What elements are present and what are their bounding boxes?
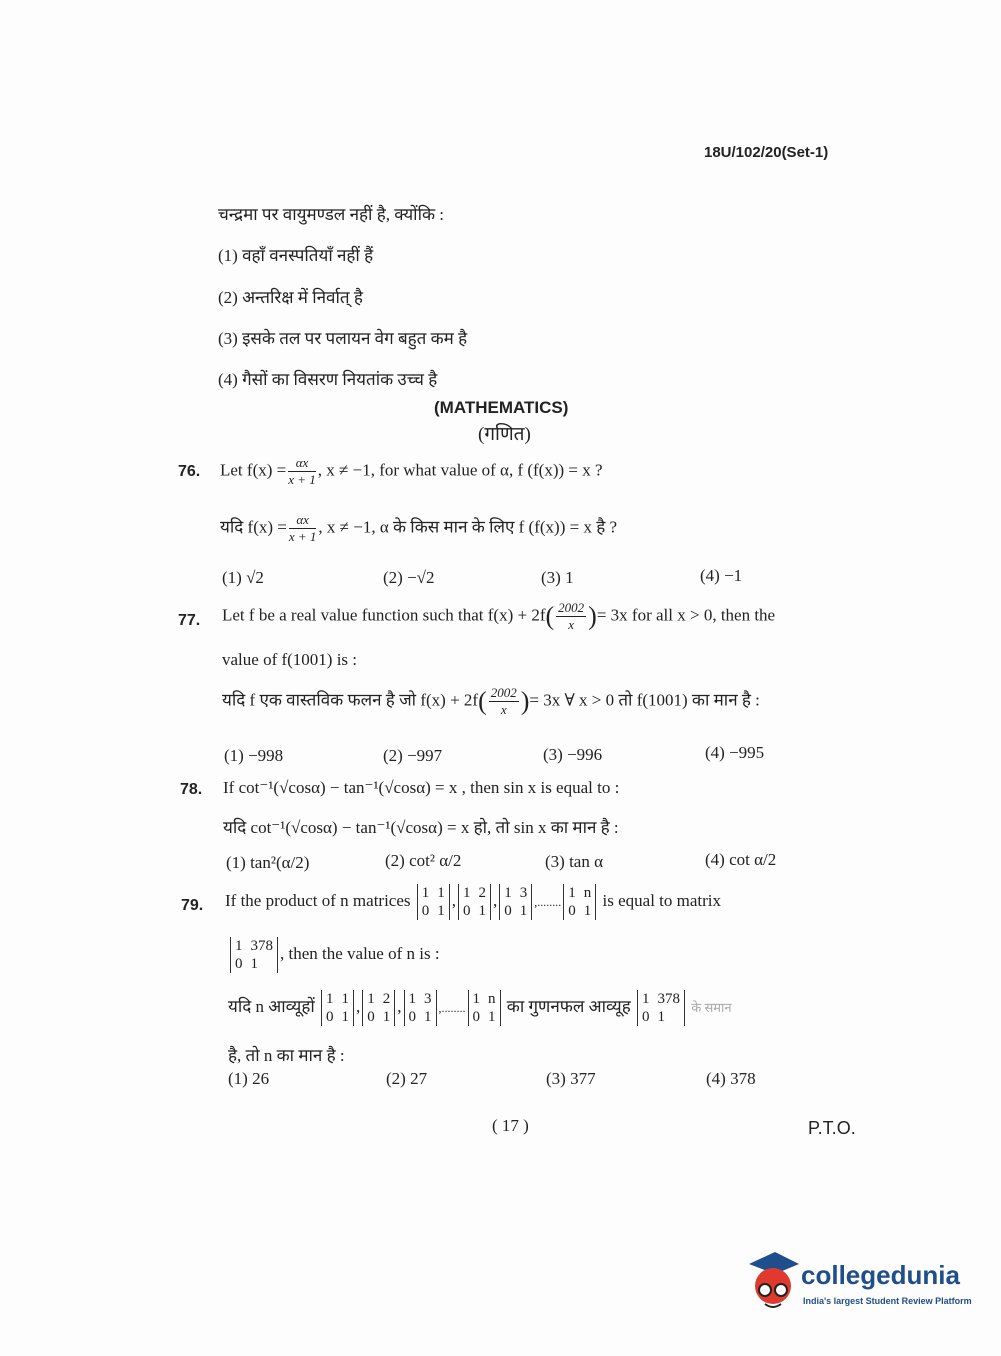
logo-tagline: India's largest Student Review Platform xyxy=(803,1296,972,1306)
question-77-en-cont: value of f(1001) is : xyxy=(222,650,358,669)
question-76-en xyxy=(220,455,603,488)
matrix-entry: 1 xyxy=(235,938,243,954)
matrix xyxy=(230,937,278,973)
option: (3) tan α xyxy=(545,852,603,871)
text: यदि n आव्यूहों xyxy=(228,996,315,1016)
matrix-entry: 1 xyxy=(424,1009,432,1025)
denominator: x xyxy=(500,702,507,717)
matrix-entry: 0 xyxy=(367,1009,375,1025)
denominator: x + 1 xyxy=(288,472,316,487)
text: If the product of n matrices xyxy=(225,890,411,910)
question-number: 77. xyxy=(178,612,201,629)
text: , then the value of n is : xyxy=(280,943,440,963)
matrix-entry: 0 xyxy=(408,1009,417,1025)
numerator: αx xyxy=(289,512,317,529)
question-76-hi xyxy=(220,512,617,545)
matrix-entry: 1 xyxy=(472,991,481,1007)
matrix-entry: n xyxy=(488,991,496,1007)
text: यदि f(x) = xyxy=(220,517,287,537)
logo-name: collegedunia xyxy=(801,1260,960,1290)
collegedunia-logo xyxy=(745,1250,972,1317)
question-79-hi-cont: है, तो n का मान है : xyxy=(228,1046,345,1065)
text: Let f(x) = xyxy=(220,460,287,480)
matrix-entry: 1 xyxy=(437,903,445,919)
matrix-entry: 1 xyxy=(519,903,528,919)
question-text: चन्द्रमा पर वायुमण्डल नहीं है, क्योंकि : xyxy=(218,205,445,224)
question-77-en: Let f be a real value function such that f(x) + 2f( $\frac{2002}{x}$ )= 3x for all x > 0, then the xyxy=(222,600,776,632)
numerator: 2002 xyxy=(558,600,585,615)
fraction xyxy=(489,685,519,718)
text: का गुणनफल आव्यूह xyxy=(506,996,631,1016)
numerator: αx xyxy=(288,455,316,472)
matrix-entry: 0 xyxy=(642,1009,650,1025)
matrix xyxy=(499,884,532,920)
matrix-entry: 1 xyxy=(250,956,258,972)
matrix-entry: 1 xyxy=(367,991,375,1007)
matrix xyxy=(417,884,450,920)
option: (2) 27 xyxy=(386,1069,428,1088)
section-title-hindi: (गणित) xyxy=(478,424,531,445)
option: (4) 378 xyxy=(706,1069,756,1088)
option: (4) cot α/2 xyxy=(705,850,777,869)
option: (4) −1 xyxy=(700,566,743,585)
pto-label: P.T.O. xyxy=(808,1118,856,1138)
matrix-entry: 0 xyxy=(421,903,430,919)
matrix-entry: 1 xyxy=(341,1009,350,1025)
fraction xyxy=(289,512,317,545)
matrix-entry: 378 xyxy=(250,938,273,954)
option: (2) cot² α/2 xyxy=(385,851,462,870)
question-78-hi: यदि cot⁻¹(√cosα) − tan⁻¹(√cosα) = x हो, तो sin x का मान है : xyxy=(223,818,619,837)
option: (2) −997 xyxy=(383,746,443,765)
question-79-en-cont xyxy=(228,937,440,973)
option: (1) वहाँ वनस्पतियाँ नहीं हैं xyxy=(218,246,374,265)
matrix-entry: 1 xyxy=(583,903,592,919)
text: = 3x ∀ x > 0 तो f(1001) का मान है : xyxy=(529,690,760,710)
matrix-entry: 2 xyxy=(478,885,487,901)
matrix-entry: 0 xyxy=(326,1009,334,1025)
matrix-entry: 3 xyxy=(519,885,528,901)
page-number: ( 17 ) xyxy=(492,1116,529,1135)
option: (1) 26 xyxy=(228,1069,270,1088)
section-title: (MATHEMATICS) xyxy=(434,398,569,417)
text: के समान xyxy=(691,999,732,1015)
matrix-entry: n xyxy=(583,885,592,901)
option: (1) √2 xyxy=(222,568,264,587)
matrix xyxy=(404,990,437,1026)
matrix-entry: 1 xyxy=(382,1009,391,1025)
question-78-en: If cot⁻¹(√cosα) − tan⁻¹(√cosα) = x , then sin x is equal to : xyxy=(223,778,620,797)
fraction xyxy=(556,600,586,633)
matrix-entry: 1 xyxy=(341,991,350,1007)
matrix-entry: 0 xyxy=(235,956,243,972)
matrix-entry: 1 xyxy=(504,885,512,901)
matrix-entry: 1 xyxy=(463,885,471,901)
text: = 3x for all x > 0, then the xyxy=(596,605,776,625)
text: is equal to matrix xyxy=(602,890,722,910)
matrix-entry: 0 xyxy=(472,1009,481,1025)
numerator: 2002 xyxy=(490,685,517,700)
matrix-entry: 2 xyxy=(382,991,391,1007)
matrix-entry: 1 xyxy=(437,885,445,901)
question-79-hi: यदि n आव्यूहों 1 1 0 1 , 1 2 0 1 , 1 3 0 1 ,........ 1 n 0 1 का गुणनफल आव्यूह 1 378 0 1 के समान xyxy=(228,991,732,1025)
matrix-entry: 1 xyxy=(421,885,430,901)
option: (3) इसके तल पर पलायन वेग बहुत कम है xyxy=(218,329,468,348)
matrix-entry: 1 xyxy=(408,991,417,1007)
option: (2) अन्तरिक्ष में निर्वात् है xyxy=(218,288,363,307)
matrix-entry: 1 xyxy=(326,991,334,1007)
option: (4) गैसों का विसरण नियतांक उच्च है xyxy=(218,370,438,389)
matrix-entry: 0 xyxy=(504,903,512,919)
matrix-entry: 0 xyxy=(463,903,471,919)
text: यदि f एक वास्तविक फलन है जो f(x) + 2f xyxy=(222,690,479,710)
matrix xyxy=(563,884,596,920)
matrix-entry: 3 xyxy=(424,991,432,1007)
matrix-entry: 0 xyxy=(568,903,576,919)
text: , x ≠ −1, α के किस मान के लिए f (f(x)) = x है ? xyxy=(318,517,618,537)
paper-code: 18U/102/20(Set-1) xyxy=(704,144,829,161)
matrix xyxy=(637,990,685,1026)
matrix xyxy=(362,990,395,1026)
fraction xyxy=(288,455,316,488)
matrix-entry: ,........ xyxy=(534,894,562,909)
question-number: 76. xyxy=(178,463,201,480)
matrix-entry: 1 xyxy=(488,1009,496,1025)
denominator: x + 1 xyxy=(288,529,317,544)
option: (2) −√2 xyxy=(383,568,435,587)
text: Let f be a real value function such that f(x) + 2f xyxy=(222,605,546,625)
matrix-entry: 1 xyxy=(478,903,487,919)
question-77-hi: यदि f एक वास्तविक फलन है जो f(x) + 2f( $\frac{2002}{x}$ )= 3x ∀ x > 0 तो f(1001) का मान है : xyxy=(222,685,760,717)
text: , x ≠ −1, for what value of α, f (f(x)) = x ? xyxy=(317,460,603,480)
matrix-entry: ,........ xyxy=(438,1000,466,1015)
option: (3) 1 xyxy=(541,568,574,587)
question-number: 78. xyxy=(180,781,203,798)
matrix-entry: 378 xyxy=(657,991,680,1007)
option: (3) −996 xyxy=(543,745,603,764)
option: (4) −995 xyxy=(705,743,765,762)
matrix-entry: 1 xyxy=(642,991,650,1007)
question-79-en: If the product of n matrices 1 1 0 1 , 1 2 0 1 , 1 3 0 1 ,........ 1 n 0 1 is equal to matrix xyxy=(225,885,722,919)
denominator: x xyxy=(568,617,575,632)
matrix-entry: 1 xyxy=(568,885,576,901)
matrix-entry: 1 xyxy=(657,1009,665,1025)
matrix xyxy=(321,990,354,1026)
matrix xyxy=(458,884,491,920)
matrix xyxy=(468,990,501,1026)
option: (3) 377 xyxy=(546,1069,596,1088)
mascot-icon xyxy=(745,1250,801,1312)
question-number: 79. xyxy=(181,897,204,914)
option: (1) tan²(α/2) xyxy=(226,853,310,872)
option: (1) −998 xyxy=(224,746,284,765)
